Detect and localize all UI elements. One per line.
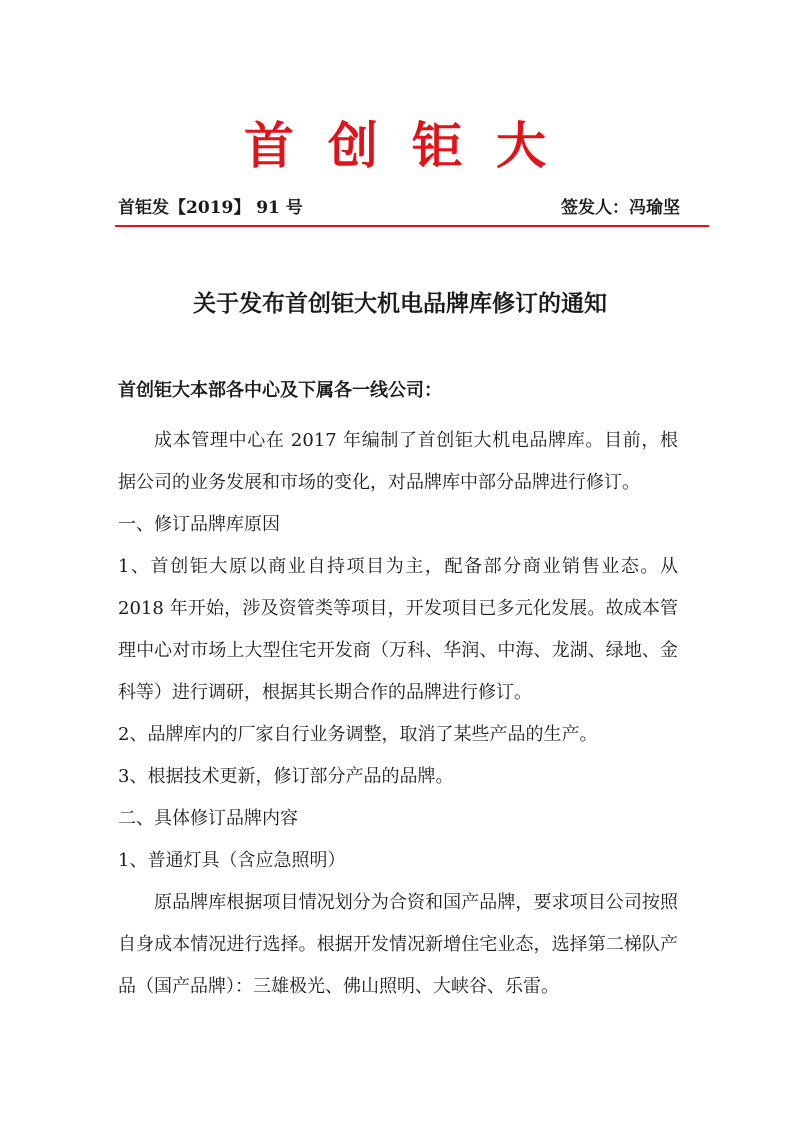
document-number: 首钜发【2019】 91 号 (118, 198, 303, 218)
intro-paragraph: 成本管理中心在 2017 年编制了首创钜大机电品牌库。目前，根据公司的业务发展和市场的变化，对品牌库中部分品牌进行修订。 (118, 430, 678, 493)
section-heading-content: 二、具体修订品牌内容 (118, 808, 298, 829)
item-paragraph-lighting: 原品牌库根据项目情况划分为合资和国产品牌，要求项目公司按照自身成本情况进行选择。根据开发情况新增住宅业态，选择第二梯队产品（国产品牌）：三雄极光、佛山照明、大峡谷、乐雷。 (118, 892, 678, 997)
letterhead-title: 首创钜大 (244, 117, 580, 175)
reason-paragraph-3: 3、根据技术更新，修订部分产品的品牌。 (118, 766, 454, 787)
reason-paragraph-1: 1、首创钜大原以商业自持项目为主，配备部分商业销售业态。从 2018 年开始，涉及资管类等项目，开发项目已多元化发展。故成本管理中心对市场上大型住宅开发商（万科、华润、中海、龙湖、绿地、金科等）进行调研，根据其长期合作的品牌进行修订。 (118, 556, 678, 703)
red-divider (115, 225, 709, 227)
item-heading-lighting: 1、普通灯具（含应急照明） (118, 850, 346, 871)
salutation: 首创钜大本部各中心及下属各一线公司： (118, 380, 442, 401)
notice-title: 关于发布首创钜大机电品牌库修订的通知 (193, 291, 607, 317)
signer: 签发人：冯瑜坚 (561, 198, 680, 218)
section-heading-reasons: 一、修订品牌库原因 (118, 514, 280, 535)
document-body (118, 420, 678, 1008)
reason-paragraph-2: 2、品牌库内的厂家自行业务调整，取消了某些产品的生产。 (118, 724, 598, 745)
